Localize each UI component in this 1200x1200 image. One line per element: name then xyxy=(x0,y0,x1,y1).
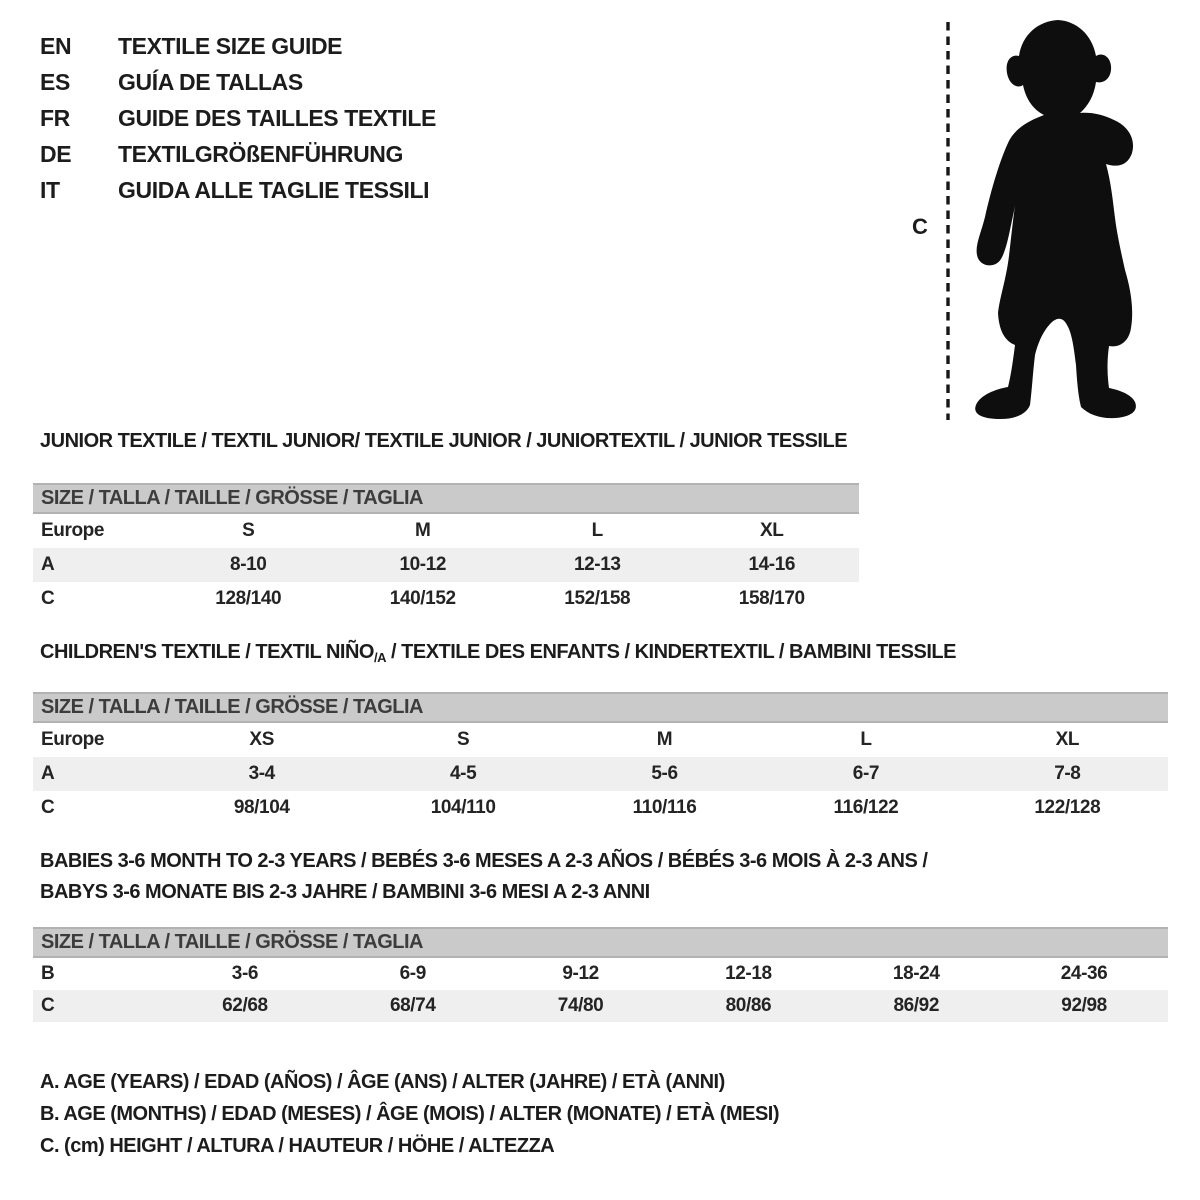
table-cell: L xyxy=(591,520,603,541)
children-title-suffix: / TEXTILE DES ENFANTS / KINDERTEXTIL / BAMBINI TESSILE xyxy=(385,641,956,663)
language-row-it xyxy=(40,172,436,208)
legend-line-b: B. AGE (MONTHS) / EDAD (MESES) / ÂGE (MOIS) / ALTER (MONATE) / ETÀ (MESI) xyxy=(40,1103,780,1125)
table-row-months xyxy=(33,958,1168,990)
table-cell: 8-10 xyxy=(230,554,267,575)
row-label: A xyxy=(41,763,55,784)
table-row-age xyxy=(33,757,1168,791)
row-label: C xyxy=(41,588,55,609)
babies-size-table xyxy=(33,927,1168,1022)
table-cell: 80/86 xyxy=(725,995,772,1016)
legend-line-c: C. (cm) HEIGHT / ALTURA / HAUTEUR / HÖHE / ALTEZZA xyxy=(40,1135,555,1157)
language-list xyxy=(40,28,436,208)
language-code: DE xyxy=(40,140,72,167)
table-cell: S xyxy=(242,520,255,541)
table-cell: S xyxy=(456,729,470,750)
table-cell: 74/80 xyxy=(557,995,604,1016)
children-size-table xyxy=(33,692,1168,825)
row-label: C xyxy=(41,995,55,1016)
table-cell: 86/92 xyxy=(893,995,939,1016)
table-cell: 98/104 xyxy=(233,797,290,818)
size-header-bar: SIZE / TALLA / TAILLE / GRÖSSE / TAGLIA xyxy=(33,483,859,514)
junior-section-title: JUNIOR TEXTILE / TEXTIL JUNIOR/ TEXTILE JUNIOR / JUNIORTEXTIL / JUNIOR TESSILE xyxy=(40,430,848,452)
babies-title-line1: BABIES 3-6 MONTH TO 2-3 YEARS / BEBÉS 3-6 MESES A 2-3 AÑOS / BÉBÉS 3-6 MOIS À 2-3 ANS / xyxy=(40,850,928,872)
table-cell: 14-16 xyxy=(748,554,796,575)
table-row-height xyxy=(33,990,1168,1022)
table-cell: 18-24 xyxy=(892,963,940,984)
language-label: GUIDA ALLE TAGLIE TESSILI xyxy=(118,176,430,203)
children-title-subscript: /A xyxy=(373,650,386,665)
row-label: A xyxy=(41,554,55,575)
table-cell: 140/152 xyxy=(389,588,456,609)
size-header-bar: SIZE / TALLA / TAILLE / GRÖSSE / TAGLIA xyxy=(33,927,1168,958)
table-cell: 24-36 xyxy=(1060,963,1108,984)
table-row-height xyxy=(33,582,859,616)
language-row-de xyxy=(40,136,436,172)
babies-section-title xyxy=(40,846,927,908)
table-cell: 4-5 xyxy=(449,763,477,784)
table-row-europe xyxy=(33,514,859,548)
height-measure-dashed-line-icon xyxy=(944,18,952,422)
legend-line-a: A. AGE (YEARS) / EDAD (AÑOS) / ÂGE (ANS) / ALTER (JAHRE) / ETÀ (ANNI) xyxy=(40,1071,725,1093)
table-cell: XL xyxy=(1055,729,1080,750)
table-cell: 6-9 xyxy=(399,963,426,984)
measurement-legend xyxy=(40,1066,779,1162)
language-label: TEXTILE SIZE GUIDE xyxy=(118,32,343,59)
language-code: FR xyxy=(40,104,70,131)
table-row-age xyxy=(33,548,859,582)
table-cell: 92/98 xyxy=(1061,995,1107,1016)
table-cell: 3-4 xyxy=(248,763,275,784)
junior-size-table xyxy=(33,483,859,616)
table-cell: 152/158 xyxy=(564,588,631,609)
language-code: ES xyxy=(40,68,70,95)
table-cell: 12-13 xyxy=(573,554,621,575)
table-cell: M xyxy=(656,729,673,750)
table-cell: 104/110 xyxy=(430,797,496,818)
language-row-en xyxy=(40,28,436,64)
table-cell: 122/128 xyxy=(1034,797,1101,818)
row-label: Europe xyxy=(41,729,105,750)
toddler-silhouette-icon xyxy=(962,14,1162,422)
children-title-prefix: CHILDREN'S TEXTILE / TEXTIL NIÑO xyxy=(40,641,374,663)
row-label: C xyxy=(41,797,55,818)
table-cell: 12-18 xyxy=(725,963,772,984)
table-row-height xyxy=(33,791,1168,825)
language-label: TEXTILGRÖßENFÜHRUNG xyxy=(118,140,403,167)
table-cell: 10-12 xyxy=(399,554,447,575)
table-cell: 116/122 xyxy=(833,797,899,818)
table-cell: 6-7 xyxy=(852,763,880,784)
language-label: GUÍA DE TALLAS xyxy=(118,68,303,95)
row-label: B xyxy=(41,963,55,984)
table-cell: 7-8 xyxy=(1054,763,1081,784)
language-code: EN xyxy=(40,32,72,59)
table-cell: 68/74 xyxy=(389,995,436,1016)
language-row-es xyxy=(40,64,436,100)
babies-title-line2: BABYS 3-6 MONATE BIS 2-3 JAHRE / BAMBINI 3-6 MESI A 2-3 ANNI xyxy=(40,881,650,903)
table-cell: 158/170 xyxy=(738,588,805,609)
table-cell: L xyxy=(860,729,872,750)
height-label-c: C xyxy=(912,214,928,239)
row-label: Europe xyxy=(41,520,105,541)
table-cell: 9-12 xyxy=(562,963,599,984)
table-cell: M xyxy=(415,520,431,541)
table-cell: 128/140 xyxy=(215,588,282,609)
table-cell: 3-6 xyxy=(231,963,259,984)
language-code: IT xyxy=(40,176,60,203)
table-cell: XS xyxy=(249,729,274,750)
language-row-fr xyxy=(40,100,436,136)
table-cell: 5-6 xyxy=(651,763,678,784)
table-cell: 62/68 xyxy=(222,995,268,1016)
language-label: GUIDE DES TAILLES TEXTILE xyxy=(118,104,436,131)
children-section-title xyxy=(40,641,956,665)
table-cell: XL xyxy=(760,520,784,541)
size-header-bar: SIZE / TALLA / TAILLE / GRÖSSE / TAGLIA xyxy=(33,692,1168,723)
table-row-europe xyxy=(33,723,1168,757)
table-cell: 110/116 xyxy=(632,797,697,818)
